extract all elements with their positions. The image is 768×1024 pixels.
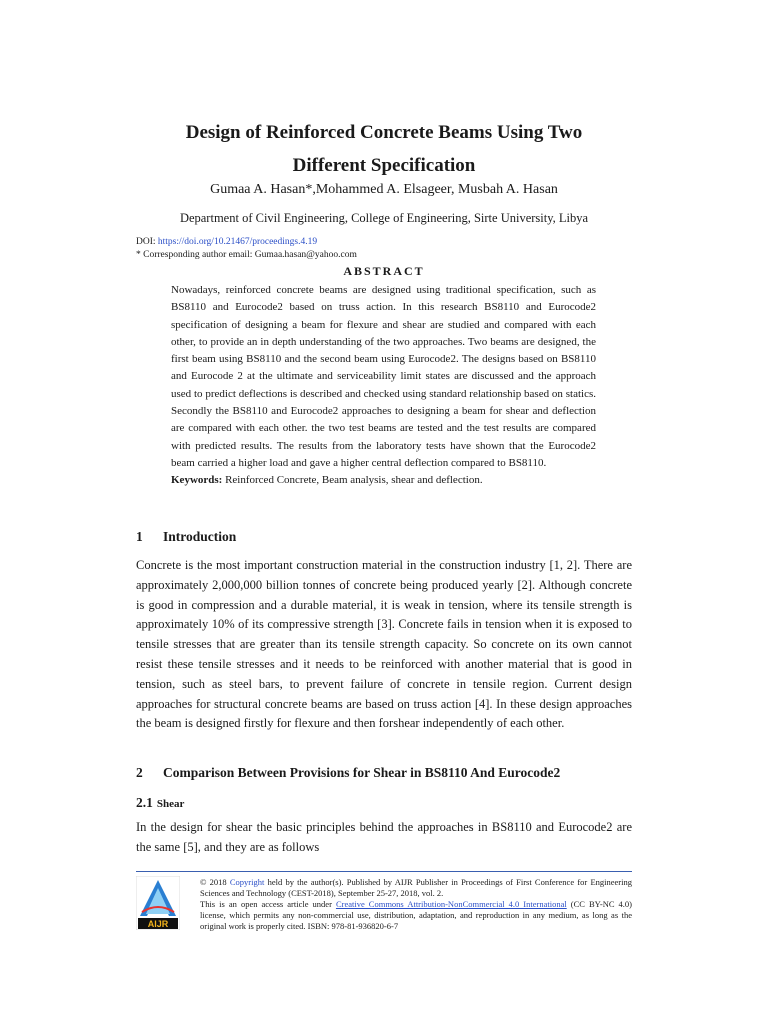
section-2-number: 2 xyxy=(136,765,143,780)
abstract-text: Nowadays, reinforced concrete beams are designed using traditional specification, such as BS8110 and Eurocode2 based on truss action. In this research BS8110 and Eurocode2 specification of designing a beam for flexure and shear are studied and compared with each other, to provide an in depth understanding of the two approaches. Two beams are designed, the first beam using BS8110 and the second beam using Eurocode2. The designs based on BS8110 and Eurocode 2 at the ultimate and serviceability limit states are discussed and the approach used to predict deflections is described and checked using standard relationship based on statics. Secondly the BS8110 and Eurocode2 approaches to designing a beam for shear and deflection are compared with each other. the two test beams are tested and the test results are compared with predicted results. The results from the laboratory tests have shown that the Eurocode2 beam carried a higher load and gave a higher central deflection compared to BS8110. xyxy=(171,284,596,469)
title-line-1: Design of Reinforced Concrete Beams Using Two xyxy=(185,122,583,143)
keywords-label: Keywords: xyxy=(171,474,223,487)
doi-label: DOI: xyxy=(136,237,158,247)
footer-license-intro: This is an open access article under xyxy=(200,899,336,909)
copyright-link[interactable]: Copyright xyxy=(229,877,265,887)
footer-license-text: (CC BY-NC 4.0) license, which permits any non-commercial use, distribution, adaptation, and reproduction in any medium, as long as the original work is properly cited. ISBN: 978-81-936820-6-7 xyxy=(200,899,633,931)
doi-link[interactable]: https://doi.org/10.21467/proceedings.4.19 xyxy=(157,237,318,247)
corresponding-author: * Corresponding author email: Gumaa.hasan@yahoo.com xyxy=(136,250,357,260)
abstract-heading: ABSTRACT xyxy=(343,264,425,278)
abstract xyxy=(171,282,596,490)
footer-license-line xyxy=(200,899,632,932)
section-2-heading xyxy=(136,765,560,781)
doi-line xyxy=(136,236,317,249)
section-2-1-number: 2.1 xyxy=(136,795,153,810)
section-1-body xyxy=(136,556,632,734)
section-2-1-title: Shear xyxy=(156,798,185,810)
section-2-1-paragraph: In the design for shear the basic principles behind the approaches in BS8110 and Eurocode2 are the same [5], and they are as follows xyxy=(136,820,632,854)
keywords-text: Reinforced Concrete, Beam analysis, shear and deflection. xyxy=(222,474,483,487)
footer-copyright-line xyxy=(200,877,632,899)
footer-year: © 2018 xyxy=(200,877,230,887)
section-1-number: 1 xyxy=(136,529,143,544)
aijr-logo-icon xyxy=(136,876,180,930)
section-1-heading xyxy=(136,529,236,545)
footer-publisher: held by the author(s). Published by AIJR Publisher in Proceedings of First Conference for Engineering Sciences and Technology (CEST-2018), September 25-27, 2018, vol. 2. xyxy=(200,877,632,898)
paper-title xyxy=(0,116,768,182)
title-line-2: Different Specification xyxy=(292,155,476,176)
authors: Gumaa A. Hasan*,Mohammed A. Elsageer, Musbah A. Hasan xyxy=(210,182,558,197)
section-1-title: Introduction xyxy=(163,529,237,544)
section-2-1-body xyxy=(136,818,632,858)
footer-notice xyxy=(200,877,632,932)
affiliation: Department of Civil Engineering, College of Engineering, Sirte University, Libya xyxy=(179,211,589,225)
section-2-title: Comparison Between Provisions for Shear in BS8110 And Eurocode2 xyxy=(163,765,561,780)
keywords xyxy=(171,472,596,489)
aijr-logo xyxy=(136,876,180,930)
section-1-paragraph: Concrete is the most important construction material in the construction industry [1, 2]. There are approximately 2,000,000 billion tonnes of concrete being produced yearly [2]. Although concrete is good in compression and a durable material, it is weak in tension, where its tensile strength is approximately 10% of its compressive strength [3]. Concrete fails in tension when it is exposed to tensile stresses that are greater than its tensile strength capacity. So concrete on its own cannot resist these tensile stresses and it needs to be reinforced with another material that is good in tension, such as steel bars, to prevent failure of concrete in tensile region. Current design approaches for structural concrete beams are based on truss action [4]. In these design approaches the beam is designed firstly for flexure and then forshear independently of each other. xyxy=(136,558,632,731)
footer-divider xyxy=(136,871,632,872)
section-2-1-heading xyxy=(136,794,184,812)
logo-text: AIJR xyxy=(147,919,169,929)
license-link[interactable]: Creative Commons Attribution-NonCommercial 4.0 International xyxy=(335,899,567,909)
